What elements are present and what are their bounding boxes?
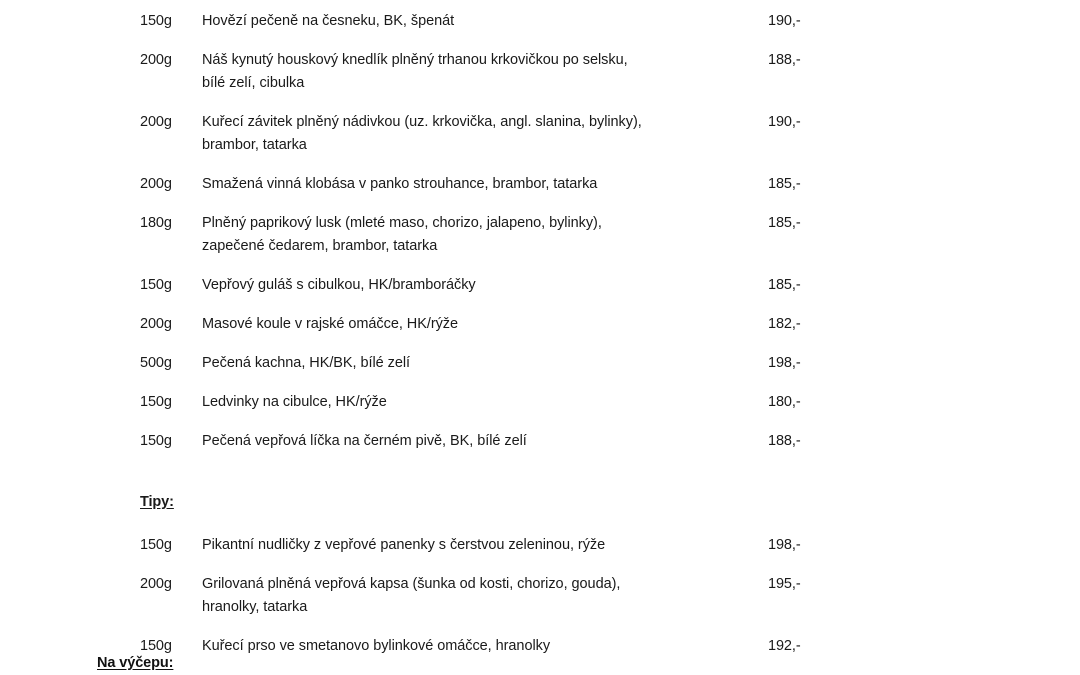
menu-item-description xyxy=(202,430,768,453)
menu-item-weight: 150g xyxy=(140,638,172,654)
menu-item-description-line1: Kuřecí závitek plněný nádivkou (uz. krkovička, angl. slanina, bylinky), xyxy=(202,114,642,130)
menu-item-description xyxy=(202,573,768,619)
menu-item-description-line1: Vepřový guláš s cibulkou, HK/bramboráčky xyxy=(202,277,476,293)
menu-item-price: 198,- xyxy=(768,355,801,371)
menu-item-weight: 150g xyxy=(140,433,172,449)
menu-item-description-line1: Pečená kachna, HK/BK, bílé zelí xyxy=(202,355,411,371)
menu-item-price: 190,- xyxy=(768,114,801,130)
menu-row xyxy=(0,49,1080,95)
section-heading-wrap xyxy=(0,469,1080,534)
menu-item-description xyxy=(202,635,768,658)
menu-item-price: 180,- xyxy=(768,394,801,410)
menu-item-weight: 200g xyxy=(140,114,172,130)
menu-item-price: 182,- xyxy=(768,316,801,332)
menu-item-description xyxy=(202,534,768,557)
menu-item-price: 185,- xyxy=(768,176,801,192)
menu-row xyxy=(0,111,1080,157)
menu-item-weight: 200g xyxy=(140,576,172,592)
menu-row xyxy=(0,274,1080,297)
menu-row xyxy=(0,430,1080,453)
menu-item-description-line1: Náš kynutý houskový knedlík plněný trhanou krkovičkou po selsku, xyxy=(202,52,628,68)
menu-row xyxy=(0,573,1080,619)
menu-row xyxy=(0,173,1080,196)
menu-item-weight: 150g xyxy=(140,537,172,553)
menu-item-weight: 200g xyxy=(140,316,172,332)
menu-item-weight: 180g xyxy=(140,215,172,231)
menu-item-description xyxy=(202,49,768,95)
menu-item-weight: 150g xyxy=(140,13,172,29)
menu-row xyxy=(0,391,1080,414)
menu-item-description xyxy=(202,352,768,375)
menu-item-description-line1: Smažená vinná klobása v panko strouhance, brambor, tatarka xyxy=(202,176,598,192)
menu-item-price: 185,- xyxy=(768,215,801,231)
menu-item-description-line1: Kuřecí prso ve smetanovo bylinkové omáčce, hranolky xyxy=(202,638,551,654)
menu-item-description xyxy=(202,212,768,258)
menu-item-description xyxy=(202,10,768,33)
menu-item-description-line1: Ledvinky na cibulce, HK/rýže xyxy=(202,394,387,410)
menu-item-description-line2: hranolky, tatarka xyxy=(202,599,308,615)
menu-item-description xyxy=(202,111,768,157)
menu-item-price: 198,- xyxy=(768,537,801,553)
menu-item-weight: 200g xyxy=(140,52,172,68)
menu-item-description xyxy=(202,274,768,297)
menu-row xyxy=(0,10,1080,33)
menu-item-weight: 150g xyxy=(140,277,172,293)
menu-item-description-line2: brambor, tatarka xyxy=(202,137,307,153)
menu-item-description xyxy=(202,173,768,196)
menu-item-description-line1: Masové koule v rajské omáčce, HK/rýže xyxy=(202,316,459,332)
section-heading-tipy: Tipy: xyxy=(140,494,174,510)
menu-item-description xyxy=(202,313,768,336)
menu-item-price: 185,- xyxy=(768,277,801,293)
menu-row xyxy=(0,313,1080,336)
menu-item-weight: 200g xyxy=(140,176,172,192)
menu-item-weight: 500g xyxy=(140,355,172,371)
menu-row xyxy=(0,352,1080,375)
section-heading-na-vycepu: Na výčepu: xyxy=(97,655,174,671)
menu-item-description-line2: zapečené čedarem, brambor, tatarka xyxy=(202,238,438,254)
menu-item-price: 188,- xyxy=(768,52,801,68)
menu-row xyxy=(0,212,1080,258)
menu-item-description-line2: bílé zelí, cibulka xyxy=(202,75,305,91)
menu-item-description-line1: Grilovaná plněná vepřová kapsa (šunka od kosti, chorizo, gouda), xyxy=(202,576,621,592)
menu-item-description-line1: Pikantní nudličky z vepřové panenky s čerstvou zeleninou, rýže xyxy=(202,537,606,553)
menu-item-price: 195,- xyxy=(768,576,801,592)
menu-row xyxy=(0,534,1080,557)
menu-item-description xyxy=(202,391,768,414)
menu-item-price: 190,- xyxy=(768,13,801,29)
menu-item-price: 192,- xyxy=(768,638,801,654)
menu-item-description-line1: Pečená vepřová líčka na černém pivě, BK, bílé zelí xyxy=(202,433,527,449)
menu-item-description-line1: Hovězí pečeně na česneku, BK, špenát xyxy=(202,13,455,29)
menu-item-weight: 150g xyxy=(140,394,172,410)
menu-item-description-line1: Plněný paprikový lusk (mleté maso, chorizo, jalapeno, bylinky), xyxy=(202,215,602,231)
menu-item-price: 188,- xyxy=(768,433,801,449)
